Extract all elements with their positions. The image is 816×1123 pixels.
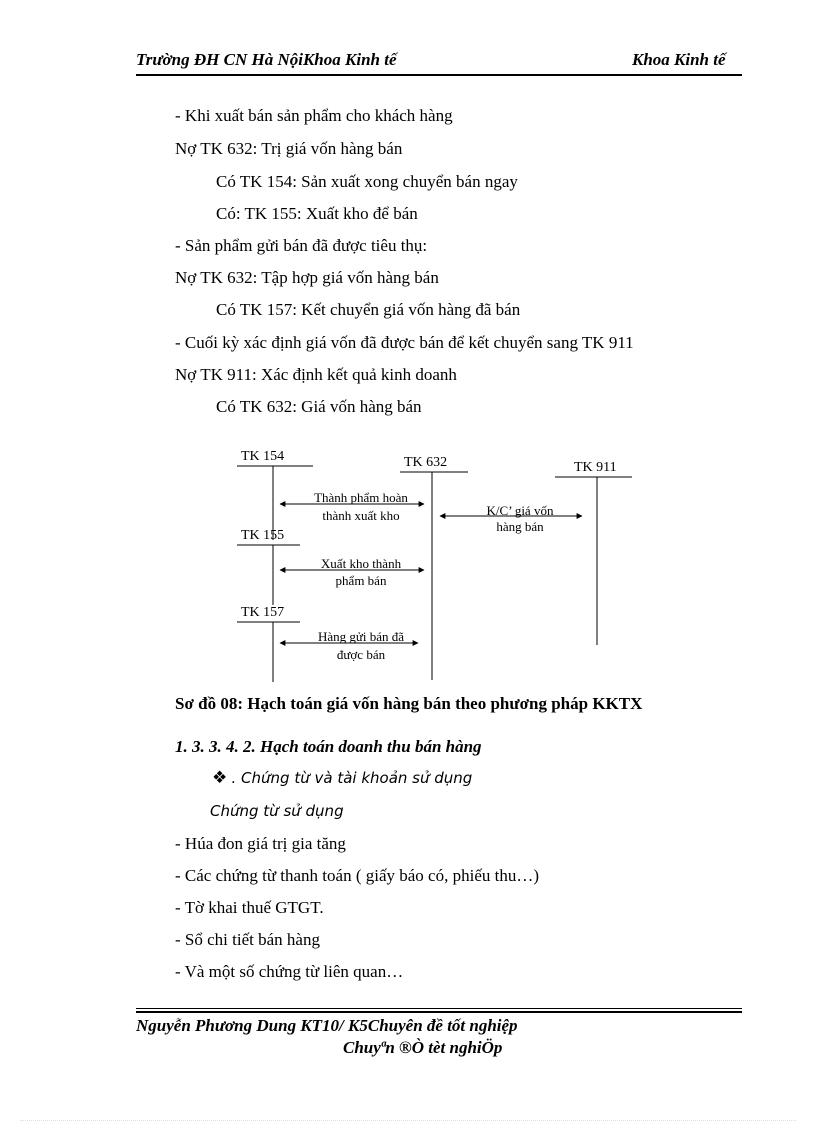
body-line-10: Có TK 632: Giá vốn hàng bán bbox=[216, 397, 422, 416]
body-line-9: Nợ TK 911: Xác định kết quả kinh doanh bbox=[175, 365, 457, 384]
footer-line-1: Nguyễn Phương Dung KT10/ K5Chuyên đề tốt nghiệp bbox=[136, 1016, 518, 1035]
section-item-5: - Và một số chứng từ liên quan… bbox=[175, 962, 404, 981]
body-line-8: - Cuối kỳ xác định giá vốn đã được bán để kết chuyển sang TK 911 bbox=[175, 333, 634, 352]
arrow3-label-line1: Hàng gửi bán đã bbox=[317, 629, 405, 644]
footer-rule-2 bbox=[136, 1011, 742, 1013]
body-line-1: - Khi xuất bán sản phẩm cho khách hàng bbox=[175, 106, 453, 125]
diagram-caption: Sơ đồ 08: Hạch toán giá vốn hàng bán theo phương pháp KKTX bbox=[175, 694, 643, 713]
footer-line-2: Chuyªn ®Ò tèt nghiÖp bbox=[343, 1038, 503, 1057]
arrow2-label-line2: phẩm bán bbox=[335, 573, 387, 588]
arrow1-label-line1: Thành phẩm hoàn bbox=[314, 490, 408, 505]
arrow2-label-line1: Xuất kho thành bbox=[320, 556, 402, 571]
arrow4-label-line2: hàng bán bbox=[496, 519, 544, 534]
arrow1-label-line2: thành xuất kho bbox=[322, 508, 400, 523]
section-heading: 1. 3. 3. 4. 2. Hạch toán doanh thu bán hàng bbox=[175, 737, 482, 756]
page-bottom-dotted-line bbox=[20, 1120, 796, 1121]
footer-rule-1 bbox=[136, 1008, 742, 1009]
header-right: Khoa Kinh tế bbox=[632, 50, 726, 69]
tk632-label: TK 632 bbox=[404, 455, 448, 470]
body-line-3: Có TK 154: Sản xuất xong chuyển bán ngay bbox=[216, 172, 518, 191]
subheading: Chứng từ sử dụng bbox=[210, 802, 344, 820]
tk155-label: TK 155 bbox=[241, 528, 285, 543]
body-line-2: Nợ TK 632: Trị giá vốn hàng bán bbox=[175, 139, 403, 158]
section-item-4: - Sổ chi tiết bán hàng bbox=[175, 930, 320, 949]
arrow3-label-line2: được bán bbox=[336, 647, 386, 662]
tk911-label: TK 911 bbox=[574, 460, 617, 475]
tk157-label: TK 157 bbox=[241, 605, 285, 620]
section-item-2: - Các chứng từ thanh toán ( giấy báo có, phiếu thu…) bbox=[175, 866, 539, 885]
diamond-bullet-icon: ❖ bbox=[212, 768, 228, 787]
bullet-text: . Chứng từ và tài khoản sử dụng bbox=[231, 769, 473, 787]
tk154-label: TK 154 bbox=[241, 449, 285, 464]
header-left: Trường ĐH CN Hà NộiKhoa Kinh tế bbox=[136, 50, 397, 69]
section-item-1: - Húa đon giá trị gia tăng bbox=[175, 834, 346, 853]
body-line-6: Nợ TK 632: Tập hợp giá vốn hàng bán bbox=[175, 268, 439, 287]
body-line-7: Có TK 157: Kết chuyển giá vốn hàng đã bán bbox=[216, 300, 521, 319]
bullet-row bbox=[212, 768, 472, 788]
body-line-5: - Sản phẩm gửi bán đã được tiêu thụ: bbox=[175, 236, 428, 255]
body-line-4: Có: TK 155: Xuất kho để bán bbox=[216, 204, 418, 223]
arrow4-label-line1: K/C’ giá vốn bbox=[486, 503, 554, 518]
section-item-3: - Tờ khai thuế GTGT. bbox=[175, 898, 324, 917]
